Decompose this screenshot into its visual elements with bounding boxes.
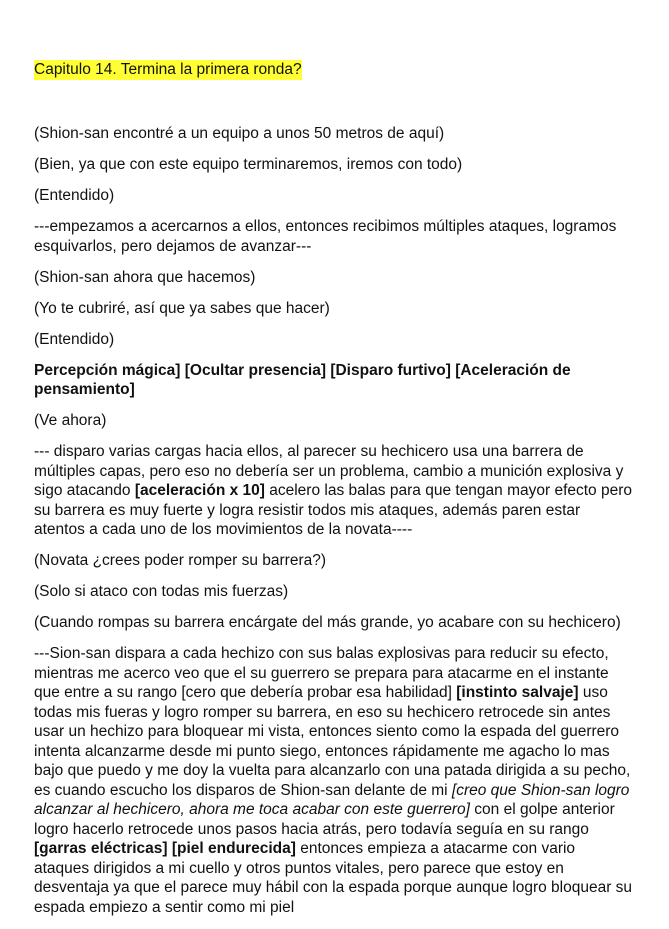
dialogue-line: (Solo si ataco con todas mis fuerzas)	[34, 583, 289, 600]
dialogue-line: (Novata ¿crees poder romper su barrera?)	[34, 552, 327, 569]
dialogue-line: (Entendido)	[34, 330, 115, 348]
narration-paragraph: ---empezamos a acercarnos a ellos, entonces recibimos múltiples ataques, logramos esquivarlos, pero dejamos de avanzar---	[34, 218, 617, 255]
dialogue-line: (Shion-san ahora que hacemos)	[34, 268, 256, 286]
inner-thought: [creo que Shion-san logro alcanzar al hechicero, ahora me toca acabar con este guerrero]	[34, 781, 630, 818]
skill-name: [aceleración x 10]	[134, 482, 265, 499]
narration-text: ---Sion-san dispara a cada hechizo con sus balas explosivas para reducir su efecto, mientras me acerco veo que el su guerrero se prepara para atacarme en el instante que entre a su rango [cero que debería probar esa habilidad]	[34, 645, 609, 701]
narration-paragraph	[34, 442, 634, 540]
skills-line: Percepción mágica] [Ocultar presencia] [Disparo furtivo] [Aceleración de pensamiento]	[34, 361, 571, 398]
skill-name: [garras eléctricas] [piel endurecida]	[34, 840, 296, 857]
dialogue-line: (Ve ahora)	[34, 412, 107, 429]
narration-paragraph	[34, 644, 634, 917]
dialogue-line: (Entendido)	[34, 187, 115, 204]
narration-text: entonces empieza a atacarme con vario ataques dirigidos a mi cuello y otros puntos vitales, pero parece que estoy en desventaja ya que el parece muy hábil con la espada porque aunque logro bloquear su espada empiezo a sentir como mi piel	[34, 840, 633, 916]
narration-text: con el golpe anterior logro hacerlo retrocede unos pasos hacia atrás, pero todavía seguía en su rango	[34, 801, 615, 838]
dialogue-line: (Yo te cubriré, así que ya sabes que hacer)	[34, 299, 330, 317]
chapter-title: Capitulo 14. Termina la primera ronda?	[34, 61, 302, 78]
skill-name: [instinto salvaje]	[456, 684, 579, 701]
document-page	[34, 60, 634, 929]
dialogue-line: (Shion-san encontré a un equipo a unos 50 metros de aquí)	[34, 125, 445, 142]
dialogue-line: (Cuando rompas su barrera encárgate del más grande, yo acabare con su hechicero)	[34, 614, 621, 631]
narration-text: uso todas mis fueras y logro romper su barrera, en eso su hechicero retrocede sin antes usar un hechizo para bloquear mi vista, entonces siento como la espada del guerrero intenta alcanzarme desde mi punto siego, entonces rápidamente me agacho lo mas bajo que puedo y me doy la vuelta para alcanzarlo con una patada dirigida a su pecho, es cuando escucho los disparos de Shion-san delante de mi	[34, 684, 631, 799]
dialogue-line: (Bien, ya que con este equipo terminaremos, iremos con todo)	[34, 156, 463, 173]
narration-text: acelero las balas para que tengan mayor efecto pero su barrera es muy fuerte y logra resistir todos mis ataques, además paren estar atentos a cada uno de los movimientos de la novata----	[34, 482, 633, 538]
narration-text: --- disparo varias cargas hacia ellos, al parecer su hechicero usa una barrera de múltiples capas, pero eso no debería ser un problema, cambio a munición explosiva y sigo atacando	[34, 443, 624, 499]
